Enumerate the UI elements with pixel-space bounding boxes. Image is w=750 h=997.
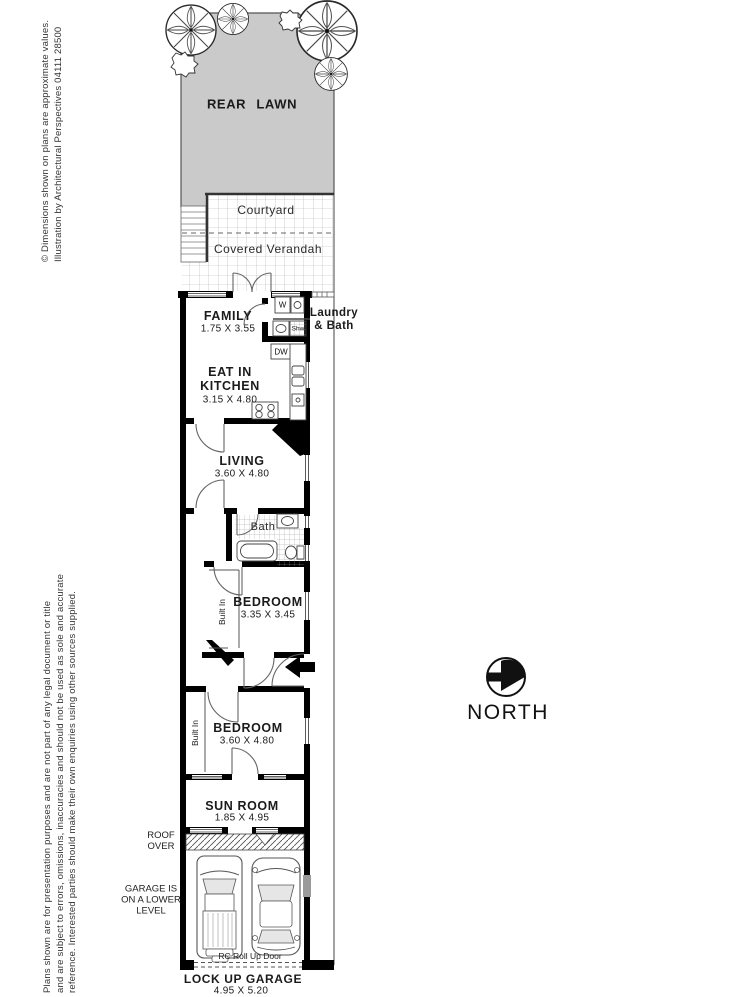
laundry-label-line1: Laundry bbox=[309, 307, 359, 319]
steps bbox=[181, 206, 206, 262]
sink-bowl bbox=[292, 366, 304, 375]
bedroom2-dims: 3.60 X 4.80 bbox=[219, 735, 275, 747]
copyright-line: © Dimensions shown on plans are approximate values. bbox=[40, 19, 51, 262]
kitchen-label-line1: EAT IN bbox=[208, 365, 252, 379]
bath-label: Bath bbox=[250, 521, 276, 533]
living-label: LIVING bbox=[219, 454, 265, 468]
family-dims: 1.75 X 3.55 bbox=[200, 323, 256, 335]
fireplace bbox=[272, 424, 310, 456]
bedroom2-builtin-label: Built In bbox=[190, 720, 200, 746]
courtyard-label: Courtyard bbox=[237, 203, 295, 217]
disclaimer-line: reference. Interested parties should make their own enquiries using other sources supplied. bbox=[67, 590, 78, 993]
bedroom1-builtin-label: Built In bbox=[217, 599, 227, 625]
living-dims: 3.60 X 4.80 bbox=[214, 468, 270, 480]
garage-wall-marker bbox=[303, 875, 311, 897]
washer-label: W bbox=[278, 300, 287, 310]
disclaimer-line: and are subject to errors, omissions, inaccuracies and should not be used as sole and accurate bbox=[54, 573, 66, 993]
sink-bowl bbox=[292, 377, 304, 386]
kitchen-dims: 3.15 X 4.80 bbox=[202, 394, 258, 406]
car-icon bbox=[197, 856, 242, 962]
shower-label: Shw bbox=[291, 325, 305, 333]
garage-label: LOCK UP GARAGE bbox=[183, 972, 303, 986]
rollup-door-label: RC Roll Up Door bbox=[218, 951, 282, 961]
family-label: FAMILY bbox=[203, 309, 253, 323]
rear-lawn-label: REAR LAWN bbox=[206, 96, 298, 112]
rollup-door bbox=[194, 963, 302, 968]
garage-dims: 4.95 X 5.20 bbox=[213, 985, 269, 997]
toilet-tank bbox=[297, 546, 304, 559]
copyright-note bbox=[40, 20, 65, 262]
disclaimer-note bbox=[42, 574, 80, 993]
sunroom-label: SUN ROOM bbox=[205, 799, 279, 813]
entry-arrow-icon bbox=[285, 656, 315, 678]
garage-level-note: GARAGE IS ON A LOWER LEVEL bbox=[121, 883, 181, 917]
copyright-line: Illustration by Architectural Perspectives 04111 28500 bbox=[52, 26, 64, 262]
roof-over-strip bbox=[186, 834, 304, 850]
north-label: NORTH bbox=[467, 701, 549, 724]
bedroom2-label: BEDROOM bbox=[213, 721, 283, 735]
bedroom1-label: BEDROOM bbox=[233, 595, 303, 609]
toilet bbox=[286, 546, 297, 559]
laundry-label-line2: & Bath bbox=[314, 320, 354, 332]
north-compass-icon bbox=[487, 658, 525, 696]
dishwasher-label: DW bbox=[274, 347, 288, 356]
bedroom1-dims: 3.35 X 3.45 bbox=[240, 609, 296, 621]
car-icon bbox=[252, 858, 300, 955]
verandah-label: Covered Verandah bbox=[213, 242, 323, 256]
sunroom-dims: 1.85 X 4.95 bbox=[214, 812, 270, 824]
roof-over-note: ROOF OVER bbox=[147, 830, 175, 852]
kitchen-label-line2: KITCHEN bbox=[200, 379, 260, 393]
disclaimer-line: Plans shown are for presentation purposes and are not part of any legal document or title bbox=[42, 600, 53, 993]
